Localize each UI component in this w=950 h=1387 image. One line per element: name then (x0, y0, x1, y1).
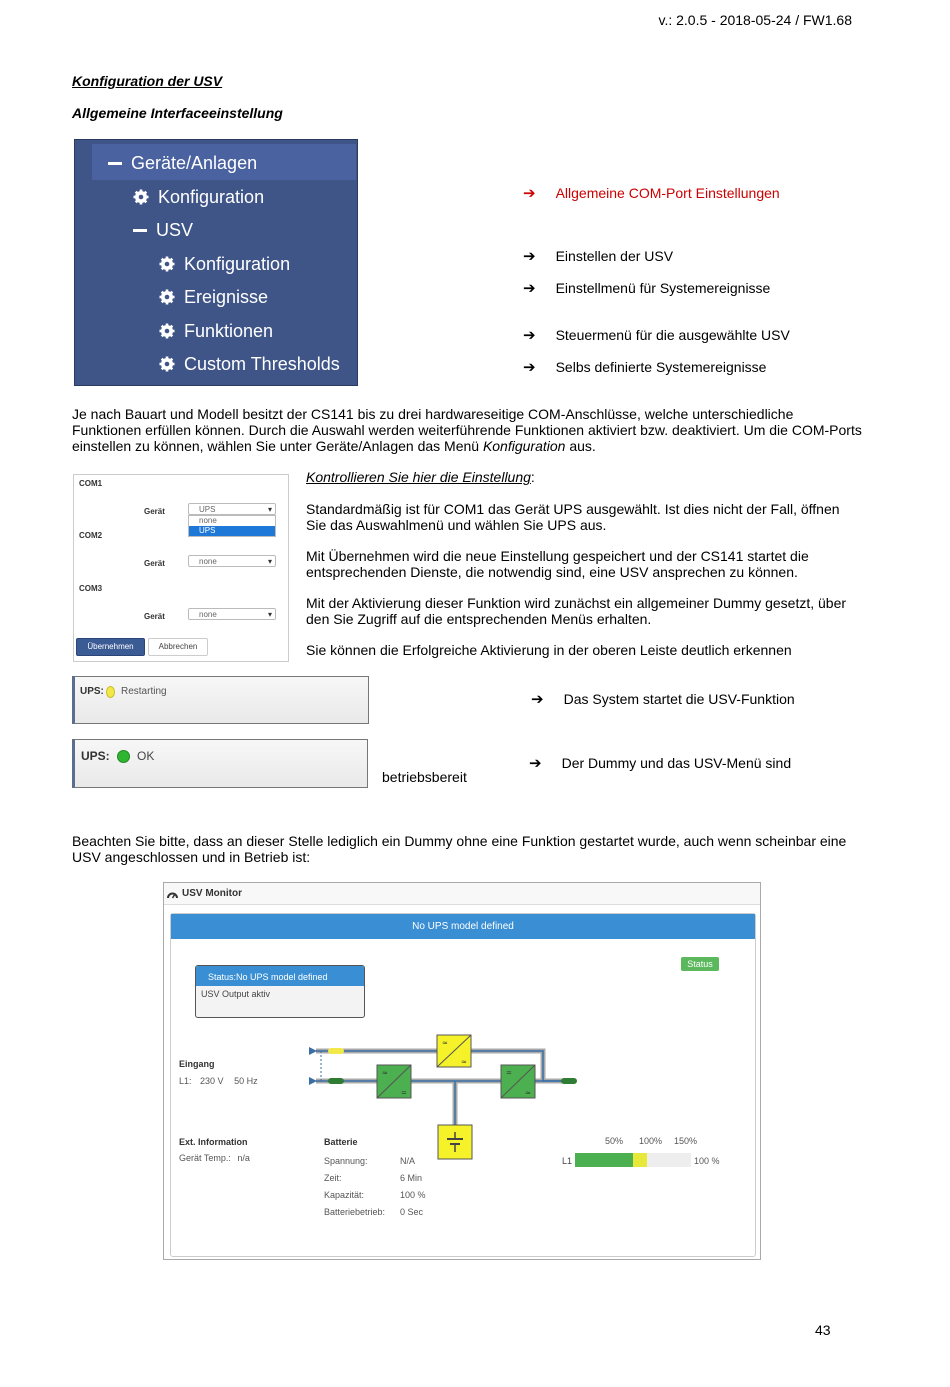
svg-text:=: = (506, 1069, 512, 1077)
annotation-text: Selbs definierte Systemereignisse (555, 359, 767, 375)
device-label: Gerät (144, 507, 165, 516)
monitor-body (170, 913, 756, 1257)
text-line: entsprechenden Dienste, die notwendig sind, eine USV ansprechen zu können. (306, 564, 798, 580)
device-label: Gerät (144, 612, 165, 621)
ext-temp-value: n/a (237, 1153, 250, 1163)
com2-device-select[interactable]: none ▾ (188, 555, 276, 567)
battery-row (324, 1204, 426, 1221)
battery-icon (438, 1125, 472, 1159)
nav-item-label: Konfiguration (158, 186, 265, 207)
bypass-converter-icon (437, 1035, 471, 1067)
nav-item-label: Funktionen (184, 320, 274, 341)
ups-status-value: OK (137, 749, 155, 763)
gear-icon (159, 289, 175, 305)
ext-info-temp (179, 1153, 250, 1163)
monitor-title: USV Monitor (182, 888, 242, 899)
minus-icon (133, 229, 147, 232)
ups-status-bar-restarting (72, 676, 369, 724)
svg-text:≈: ≈ (382, 1069, 388, 1077)
nav-item-konfiguration[interactable] (133, 182, 264, 212)
rectifier-converter-icon (377, 1065, 411, 1098)
battery-title: Batterie (324, 1137, 358, 1147)
com1-dropdown-list (188, 515, 276, 537)
arrow-right-icon: ➔ (523, 359, 536, 376)
arrow-right-icon: ➔ (523, 185, 536, 202)
battery-label: Kapazität: (324, 1190, 365, 1200)
heading-colon: : (530, 469, 535, 485)
gear-icon (159, 356, 175, 372)
annotation-usv-config (523, 247, 673, 265)
cancel-button[interactable]: Abbrechen (148, 638, 208, 656)
minus-icon (108, 162, 122, 165)
nav-menu-screenshot (74, 139, 358, 386)
annotation-functions (523, 326, 790, 344)
dropdown-option-none[interactable]: none (199, 516, 217, 525)
com1-label: COM1 (79, 479, 103, 488)
status-led-yellow-icon (106, 686, 115, 698)
load-tick-150: 150% (674, 1136, 698, 1146)
check-heading-line (306, 469, 866, 485)
fuse-yellow-icon (328, 1048, 344, 1054)
ups-status-value: Restarting (121, 686, 167, 697)
battery-label: Zeit: (324, 1173, 342, 1183)
version-header: v.: 2.0.5 - 2018-05-24 / FW1.68 (658, 12, 852, 28)
no-model-banner: No UPS model defined (171, 914, 755, 939)
arrow-right-icon: ➔ (523, 280, 536, 297)
input-frequency: 50 Hz (234, 1076, 258, 1086)
nav-item-funktionen[interactable] (159, 316, 273, 346)
nav-item-label: USV (156, 219, 194, 240)
inverter-converter-icon (501, 1065, 535, 1098)
nav-item-label: Ereignisse (184, 286, 269, 307)
com3-device-select[interactable]: none ▾ (188, 608, 276, 620)
text-line: Mit Übernehmen wird die neue Einstellung gespeichert und der CS141 startet die (306, 548, 809, 564)
battery-value: N/A (400, 1156, 416, 1166)
com1-device-select[interactable]: UPS ▾ (188, 503, 276, 515)
com2-label: COM2 (79, 531, 103, 540)
arrow-right-icon: ➔ (529, 755, 542, 772)
com3-label: COM3 (79, 584, 103, 593)
ext-info-title: Ext. Information (179, 1137, 248, 1147)
battery-row (324, 1153, 426, 1170)
nav-item-usv-konfiguration[interactable] (159, 249, 290, 279)
text-line: Funktionen erfüllen können. Durch die Auswahl werden weiterführende Funktionen aktiviert bzw. deaktiviert. Um die COM-Ports (72, 422, 862, 438)
svg-text:≈: ≈ (525, 1089, 531, 1097)
battery-value: 0 Sec (400, 1207, 424, 1217)
nav-item-label: Geräte/Anlagen (131, 152, 258, 173)
arrow-marker-icon (309, 1047, 317, 1055)
status-box-title: Status:No UPS model defined (196, 966, 364, 986)
menu-reference: Konfiguration (482, 438, 566, 454)
fuse-green-icon (561, 1078, 577, 1084)
arrow-right-icon: ➔ (531, 691, 544, 708)
text-span: einstellen zu können, wählen Sie unter Geräte/Anlagen das Menü (72, 438, 483, 454)
nav-item-custom-thresholds[interactable] (159, 349, 340, 379)
text-line (72, 438, 862, 454)
input-voltage: 230 V (200, 1076, 224, 1086)
dashboard-icon (167, 889, 178, 899)
battery-row (324, 1170, 426, 1187)
battery-value: 6 Min (400, 1173, 423, 1183)
input-l1-label: L1: (179, 1076, 192, 1086)
nav-item-geraete-anlagen[interactable] (108, 148, 257, 178)
nav-item-label: Konfiguration (184, 253, 291, 274)
monitor-header (164, 883, 760, 905)
annotation-com-port (523, 184, 780, 202)
status-led-green-icon (117, 750, 130, 763)
nav-item-usv[interactable] (133, 215, 193, 245)
load-tick-100: 100% (639, 1136, 663, 1146)
load-bar-green (575, 1153, 633, 1167)
annotation-ok-continued: betriebsbereit (382, 769, 467, 785)
text-line: Sie das Auswahlmenü und wählen Sie UPS aus. (306, 517, 607, 533)
gear-icon (159, 256, 175, 272)
usv-monitor-panel (163, 882, 761, 1260)
annotation-text: Das System startet die USV-Funktion (563, 691, 795, 707)
annotation-text: Der Dummy und das USV-Menü sind (561, 755, 792, 771)
arrow-right-icon: ➔ (523, 327, 536, 344)
gear-icon (133, 189, 149, 205)
annotation-text: Steuermenü für die ausgewählte USV (555, 327, 790, 343)
page-number: 43 (815, 1322, 831, 1338)
text-span: aus. (565, 438, 596, 454)
battery-row (324, 1187, 426, 1204)
battery-label: Spannung: (324, 1156, 368, 1166)
annotation-restarting (531, 690, 795, 708)
text-line: den Sie Zugriff auf die entsprechenden Menüs erhalten. (306, 611, 652, 627)
ext-temp-label: Gerät Temp.: (179, 1153, 231, 1163)
text-line: Standardmäßig ist für COM1 das Gerät UPS ausgewählt. Ist dies nicht der Fall, öffnen (306, 501, 840, 517)
ups-status-label: UPS: (81, 749, 110, 763)
section-subtitle: Allgemeine Interfaceeinstellung (72, 105, 283, 121)
text-line: USV angeschlossen und in Betrieb ist: (72, 849, 311, 865)
annotation-events (523, 279, 770, 297)
load-bar-track (575, 1153, 691, 1167)
load-value: 100 % (694, 1156, 720, 1166)
battery-value: 100 % (400, 1190, 426, 1200)
apply-button[interactable]: Übernehmen (76, 638, 145, 656)
dropdown-option-ups[interactable]: UPS (189, 526, 275, 536)
fuse-green-icon (328, 1078, 344, 1084)
check-heading: Kontrollieren Sie hier die Einstellung (306, 469, 531, 485)
ups-status-label: UPS: (80, 686, 104, 697)
annotation-thresholds (523, 358, 766, 376)
nav-item-ereignisse[interactable] (159, 282, 268, 312)
load-l1-label: L1 (562, 1156, 573, 1166)
svg-text:=: = (401, 1089, 407, 1097)
status-box-text: USV Output aktiv (201, 989, 271, 999)
ups-status-bar-ok (72, 739, 368, 788)
text-line: Je nach Bauart und Modell besitzt der CS141 bis zu drei hardwareseitige COM-Anschlüsse, welche unterschiedliche (72, 406, 794, 422)
page-title: Konfiguration der USV (72, 73, 223, 89)
status-button[interactable]: Status (681, 957, 719, 971)
dummy-note-paragraph (72, 833, 862, 865)
svg-text:≈: ≈ (442, 1039, 448, 1047)
text-line: Sie können die Erfolgreiche Aktivierung in der oberen Leiste deutlich erkennen (306, 642, 792, 658)
svg-text:≈: ≈ (461, 1058, 467, 1066)
annotation-text: Allgemeine COM-Port Einstellungen (555, 185, 780, 201)
intro-paragraph (72, 406, 862, 454)
battery-label: Batteriebetrieb: (324, 1207, 386, 1217)
nav-item-label: Custom Thresholds (184, 353, 340, 374)
annotation-ok (529, 754, 791, 772)
check-instructions (306, 469, 866, 658)
load-tick-50: 50% (605, 1136, 624, 1146)
load-bar-yellow (633, 1153, 647, 1167)
gear-icon (159, 323, 175, 339)
annotation-text: Einstellen der USV (555, 248, 674, 264)
com-port-panel (73, 474, 289, 662)
text-line: Beachten Sie bitte, dass an dieser Stelle lediglich ein Dummy ohne eine Funktion gestartet wurde, auch wenn scheinbar eine (72, 833, 847, 849)
annotation-text: Einstellmenü für Systemereignisse (555, 280, 771, 296)
text-line: Mit der Aktivierung dieser Funktion wird zunächst ein allgemeiner Dummy gesetzt, über (306, 595, 847, 611)
input-title: Eingang (179, 1059, 215, 1069)
device-label: Gerät (144, 559, 165, 568)
input-values (179, 1076, 258, 1086)
battery-table (324, 1153, 426, 1221)
arrow-right-icon: ➔ (523, 248, 536, 265)
ups-flow-diagram (171, 914, 755, 1256)
arrow-marker-icon (309, 1077, 317, 1085)
